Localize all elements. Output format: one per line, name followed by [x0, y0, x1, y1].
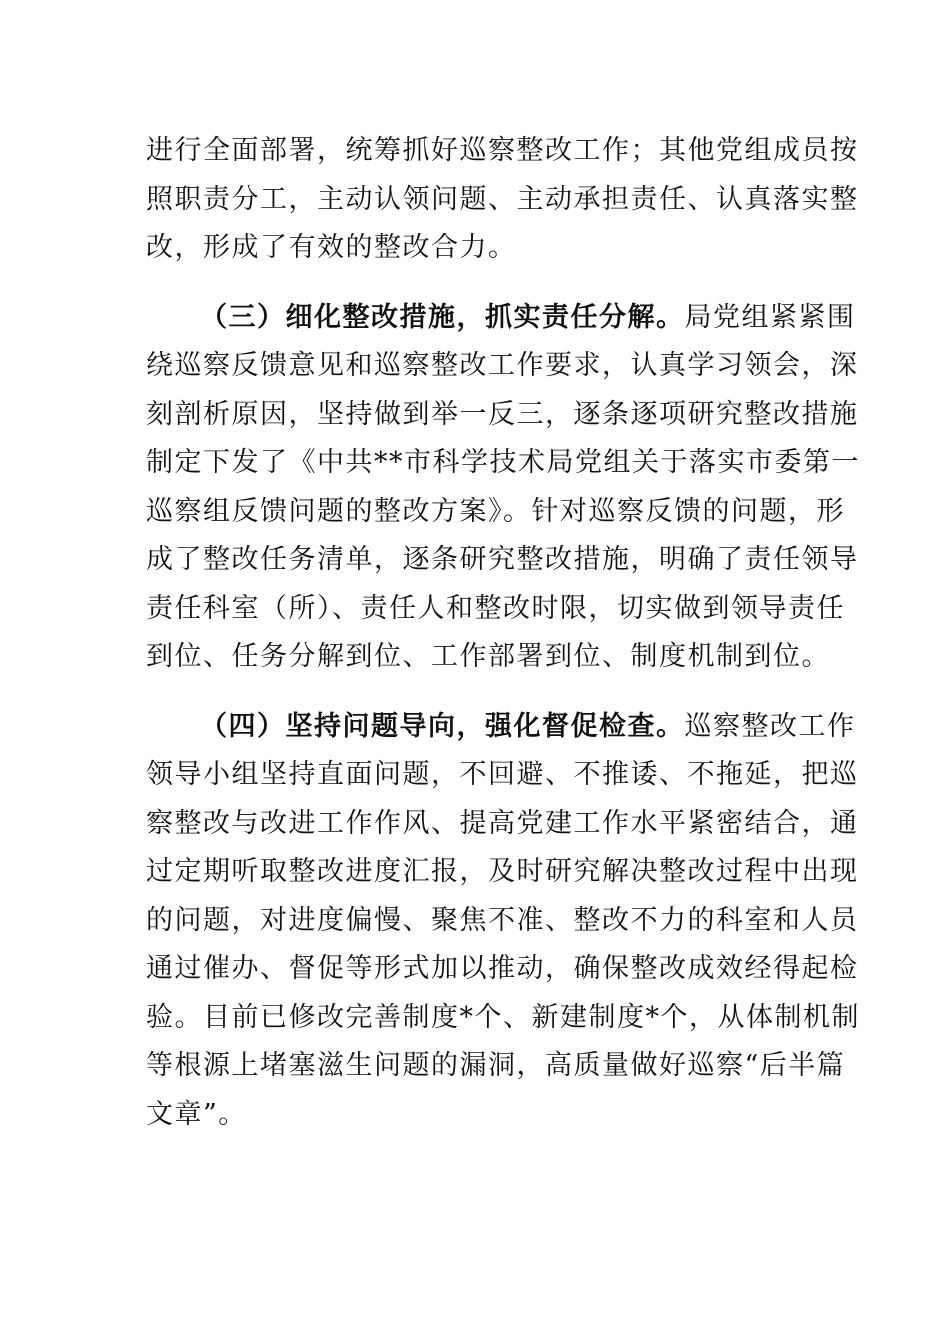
text-line: 刻剖析原因，坚持做到举一反三，逐条逐项研究整改措施 [146, 398, 859, 430]
text-line: 巡察组反馈问题的整改方案》。针对巡察反馈的问题，形 [146, 495, 845, 527]
text-line: 的问题，对进度偏慢、聚焦不准、整改不力的科室和人员 [146, 904, 859, 936]
section-heading-3: （三）细化整改措施，抓实责任分解。 [200, 301, 685, 333]
text-line [146, 703, 856, 752]
text-line: 照职责分工，主动认领问题、主动承担责任、认真落实整 [146, 183, 859, 215]
paragraph-3 [146, 703, 860, 1140]
text-line: 制定下发了《中共**市科学技术局党组关于落实市委第一 [146, 447, 860, 478]
text-segment: 巡察整改工作 [684, 710, 856, 742]
section-heading-4: （四）坚持问题导向，强化督促检查。 [200, 710, 685, 742]
text-line: 验。目前已修改完善制度*个、新建制度*个，从体制机制 [146, 1001, 860, 1033]
document-body [146, 127, 860, 1139]
paragraph-1 [146, 127, 859, 273]
text-line [146, 294, 856, 343]
text-line: 等根源上堵塞滋生问题的漏洞，高质量做好巡察“后半篇 [146, 1050, 846, 1081]
paragraph-spacer [146, 273, 806, 294]
text-line: 察整改与改进工作作风、提高党建工作水平紧密结合，通 [146, 807, 859, 839]
text-segment: 局党组紧紧围 [684, 301, 856, 333]
paragraph-2 [146, 294, 860, 682]
text-line: 过定期听取整改进度汇报，及时研究解决整改过程中出现 [146, 856, 859, 887]
text-line: 责任科室（所）、责任人和整改时限，切实做到领导责任 [146, 592, 845, 624]
text-line: 文章”。 [146, 1098, 247, 1130]
text-line: 到位、任务分解到位、工作部署到位、制度机制到位。 [146, 641, 830, 672]
text-line: 绕巡察反馈意见和巡察整改工作要求，认真学习领会，深 [146, 350, 859, 381]
text-line: 进行全面部署，统筹抓好巡察整改工作；其他党组成员按 [146, 135, 859, 166]
paragraph-spacer [146, 682, 806, 703]
text-line: 通过催办、督促等形式加以推动，确保整改成效经得起检 [146, 953, 859, 984]
text-line: 成了整改任务清单，逐条研究整改措施，明确了责任领导 [146, 544, 859, 575]
text-line: 改，形成了有效的整改合力。 [146, 232, 517, 263]
text-line: 领导小组坚持直面问题，不回避、不推诿、不拖延，把巡 [146, 759, 859, 790]
